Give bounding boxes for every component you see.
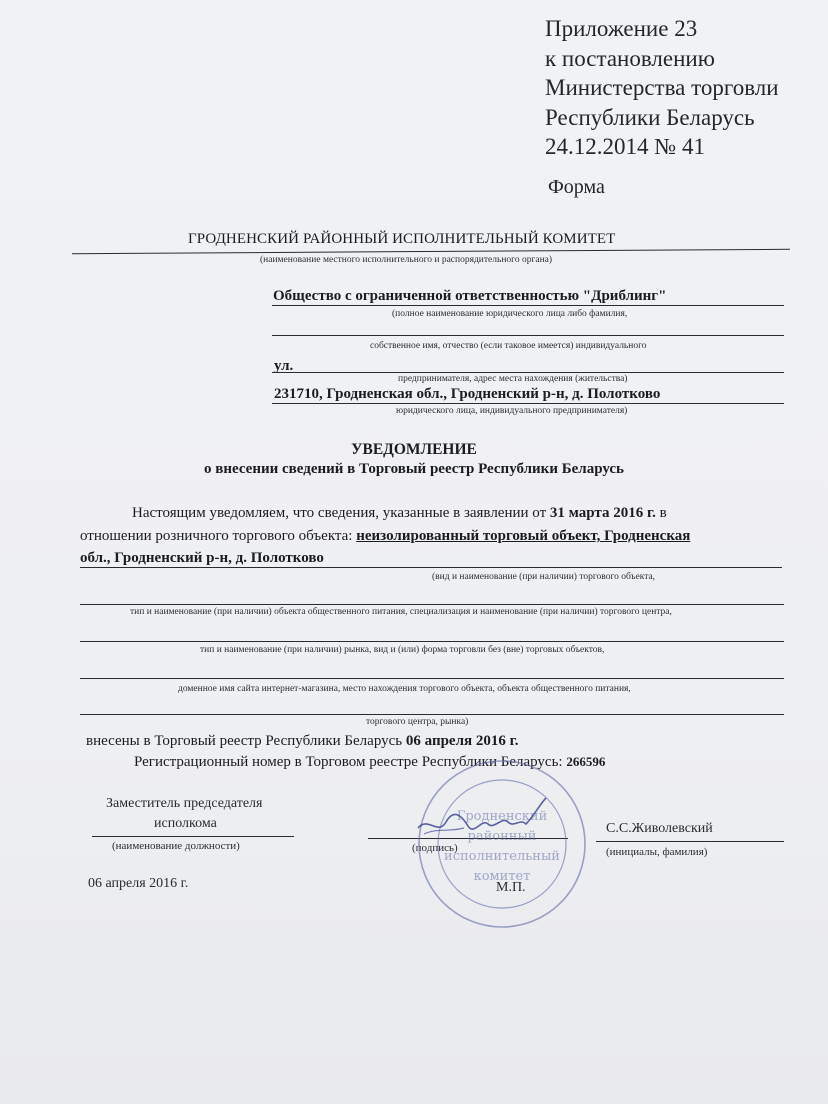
position-line-2: исполкома xyxy=(154,816,217,831)
position-rule xyxy=(92,836,294,837)
recipient-rule-4 xyxy=(272,403,784,404)
market-rule xyxy=(80,641,784,642)
annex-line-2: к постановлению xyxy=(545,45,715,71)
object-rule xyxy=(80,567,782,568)
official-stamp-icon xyxy=(416,758,588,930)
recipient-caption-3: предпринимателя, адрес места нахождения (жительства) xyxy=(398,374,628,384)
center-rule xyxy=(80,714,784,715)
entered-line xyxy=(86,733,519,750)
stamp-inner-line-3: исполнительный xyxy=(444,849,560,864)
domain-rule xyxy=(80,678,784,679)
recipient-name: Общество с ограниченной ответственностью "Дриблинг" xyxy=(273,288,667,304)
recipient-rule-3 xyxy=(272,372,784,373)
stamp-inner-line-4: комитет xyxy=(473,869,531,884)
object-name-part-1: неизолированный торговый объект, Гродненская xyxy=(356,528,691,544)
recipient-rule-2 xyxy=(272,335,784,336)
recipient-address: 231710, Гродненская обл., Гродненский р-н, д. Полотково xyxy=(274,386,661,402)
stamp-inner-line-1: Гродненский xyxy=(456,809,548,824)
document-subtitle: о внесении сведений в Торговый реестр Республики Беларусь xyxy=(204,461,624,477)
recipient-rule-1 xyxy=(272,305,784,306)
recipient-caption-1: (полное наименование юридического лица либо фамилия, xyxy=(392,309,628,319)
registration-number: 266596 xyxy=(566,754,606,769)
catering-rule xyxy=(80,604,784,605)
position-line-1: Заместитель председателя xyxy=(106,796,263,811)
seal-mark: М.П. xyxy=(496,880,526,895)
application-date: 31 марта 2016 г. xyxy=(549,505,656,521)
paragraph-in: в xyxy=(659,505,667,521)
paragraph-line-2 xyxy=(80,528,690,545)
center-caption: торгового центра, рынка) xyxy=(366,717,469,727)
annex-line-3: Министерства торговли xyxy=(545,75,779,100)
authority-rule xyxy=(72,249,790,254)
recipient-street: ул. xyxy=(274,358,294,374)
market-caption: тип и наименование (при наличии) рынка, вид и (или) форма торговли без (вне) торговых объектов, xyxy=(200,645,605,655)
document-title: УВЕДОМЛЕНИЕ xyxy=(351,441,477,458)
recipient-caption-2: собственное имя, отчество (если таковое имеется) индивидуального xyxy=(370,341,647,351)
signer-caption: (инициалы, фамилия) xyxy=(606,846,708,858)
authority-caption: (наименование местного исполнительного и распорядительного органа) xyxy=(260,255,553,265)
catering-caption: тип и наименование (при наличии) объекта общественного питания, специализация и наименование (при наличии) торгового центра, xyxy=(130,607,672,617)
annex-line-5: 24.12.2014 № 41 xyxy=(545,134,705,159)
paragraph-line-1 xyxy=(132,505,667,522)
authority-name: ГРОДНЕНСКИЙ РАЙОННЫЙ ИСПОЛНИТЕЛЬНЫЙ КОМИТЕТ xyxy=(188,231,616,247)
registration-text: Регистрационный номер в Торговом реестре Республики Беларусь: xyxy=(134,754,563,770)
object-caption: (вид и наименование (при наличии) торгового объекта, xyxy=(432,572,656,582)
form-label: Форма xyxy=(548,176,605,198)
signer-rule xyxy=(596,841,784,842)
paragraph-start: Настоящим уведомляем, что сведения, указанные в заявлении от xyxy=(132,505,547,521)
annex-block xyxy=(545,14,779,162)
signature-caption: (подпись) xyxy=(412,842,458,854)
signature-date: 06 апреля 2016 г. xyxy=(88,876,189,891)
signer-name: С.С.Живолевский xyxy=(606,821,713,836)
object-name-part-2: обл., Гродненский р-н, д. Полотково xyxy=(80,550,324,566)
recipient-caption-4: юридического лица, индивидуального предпринимателя) xyxy=(396,406,628,416)
annex-line-1: Приложение 23 xyxy=(545,16,698,41)
stamp-inner-line-2: районный xyxy=(467,829,537,844)
entered-text: внесены в Торговый реестр Республики Беларусь xyxy=(86,733,403,749)
position-caption: (наименование должности) xyxy=(112,840,240,852)
annex-line-4: Республики Беларусь xyxy=(545,104,755,130)
entered-date: 06 апреля 2016 г. xyxy=(405,733,519,749)
paragraph-object-intro: отношении розничного торгового объекта: xyxy=(80,528,353,544)
domain-caption: доменное имя сайта интернет-магазина, место нахождения торгового объекта, объекта общественного питания, xyxy=(178,684,631,694)
